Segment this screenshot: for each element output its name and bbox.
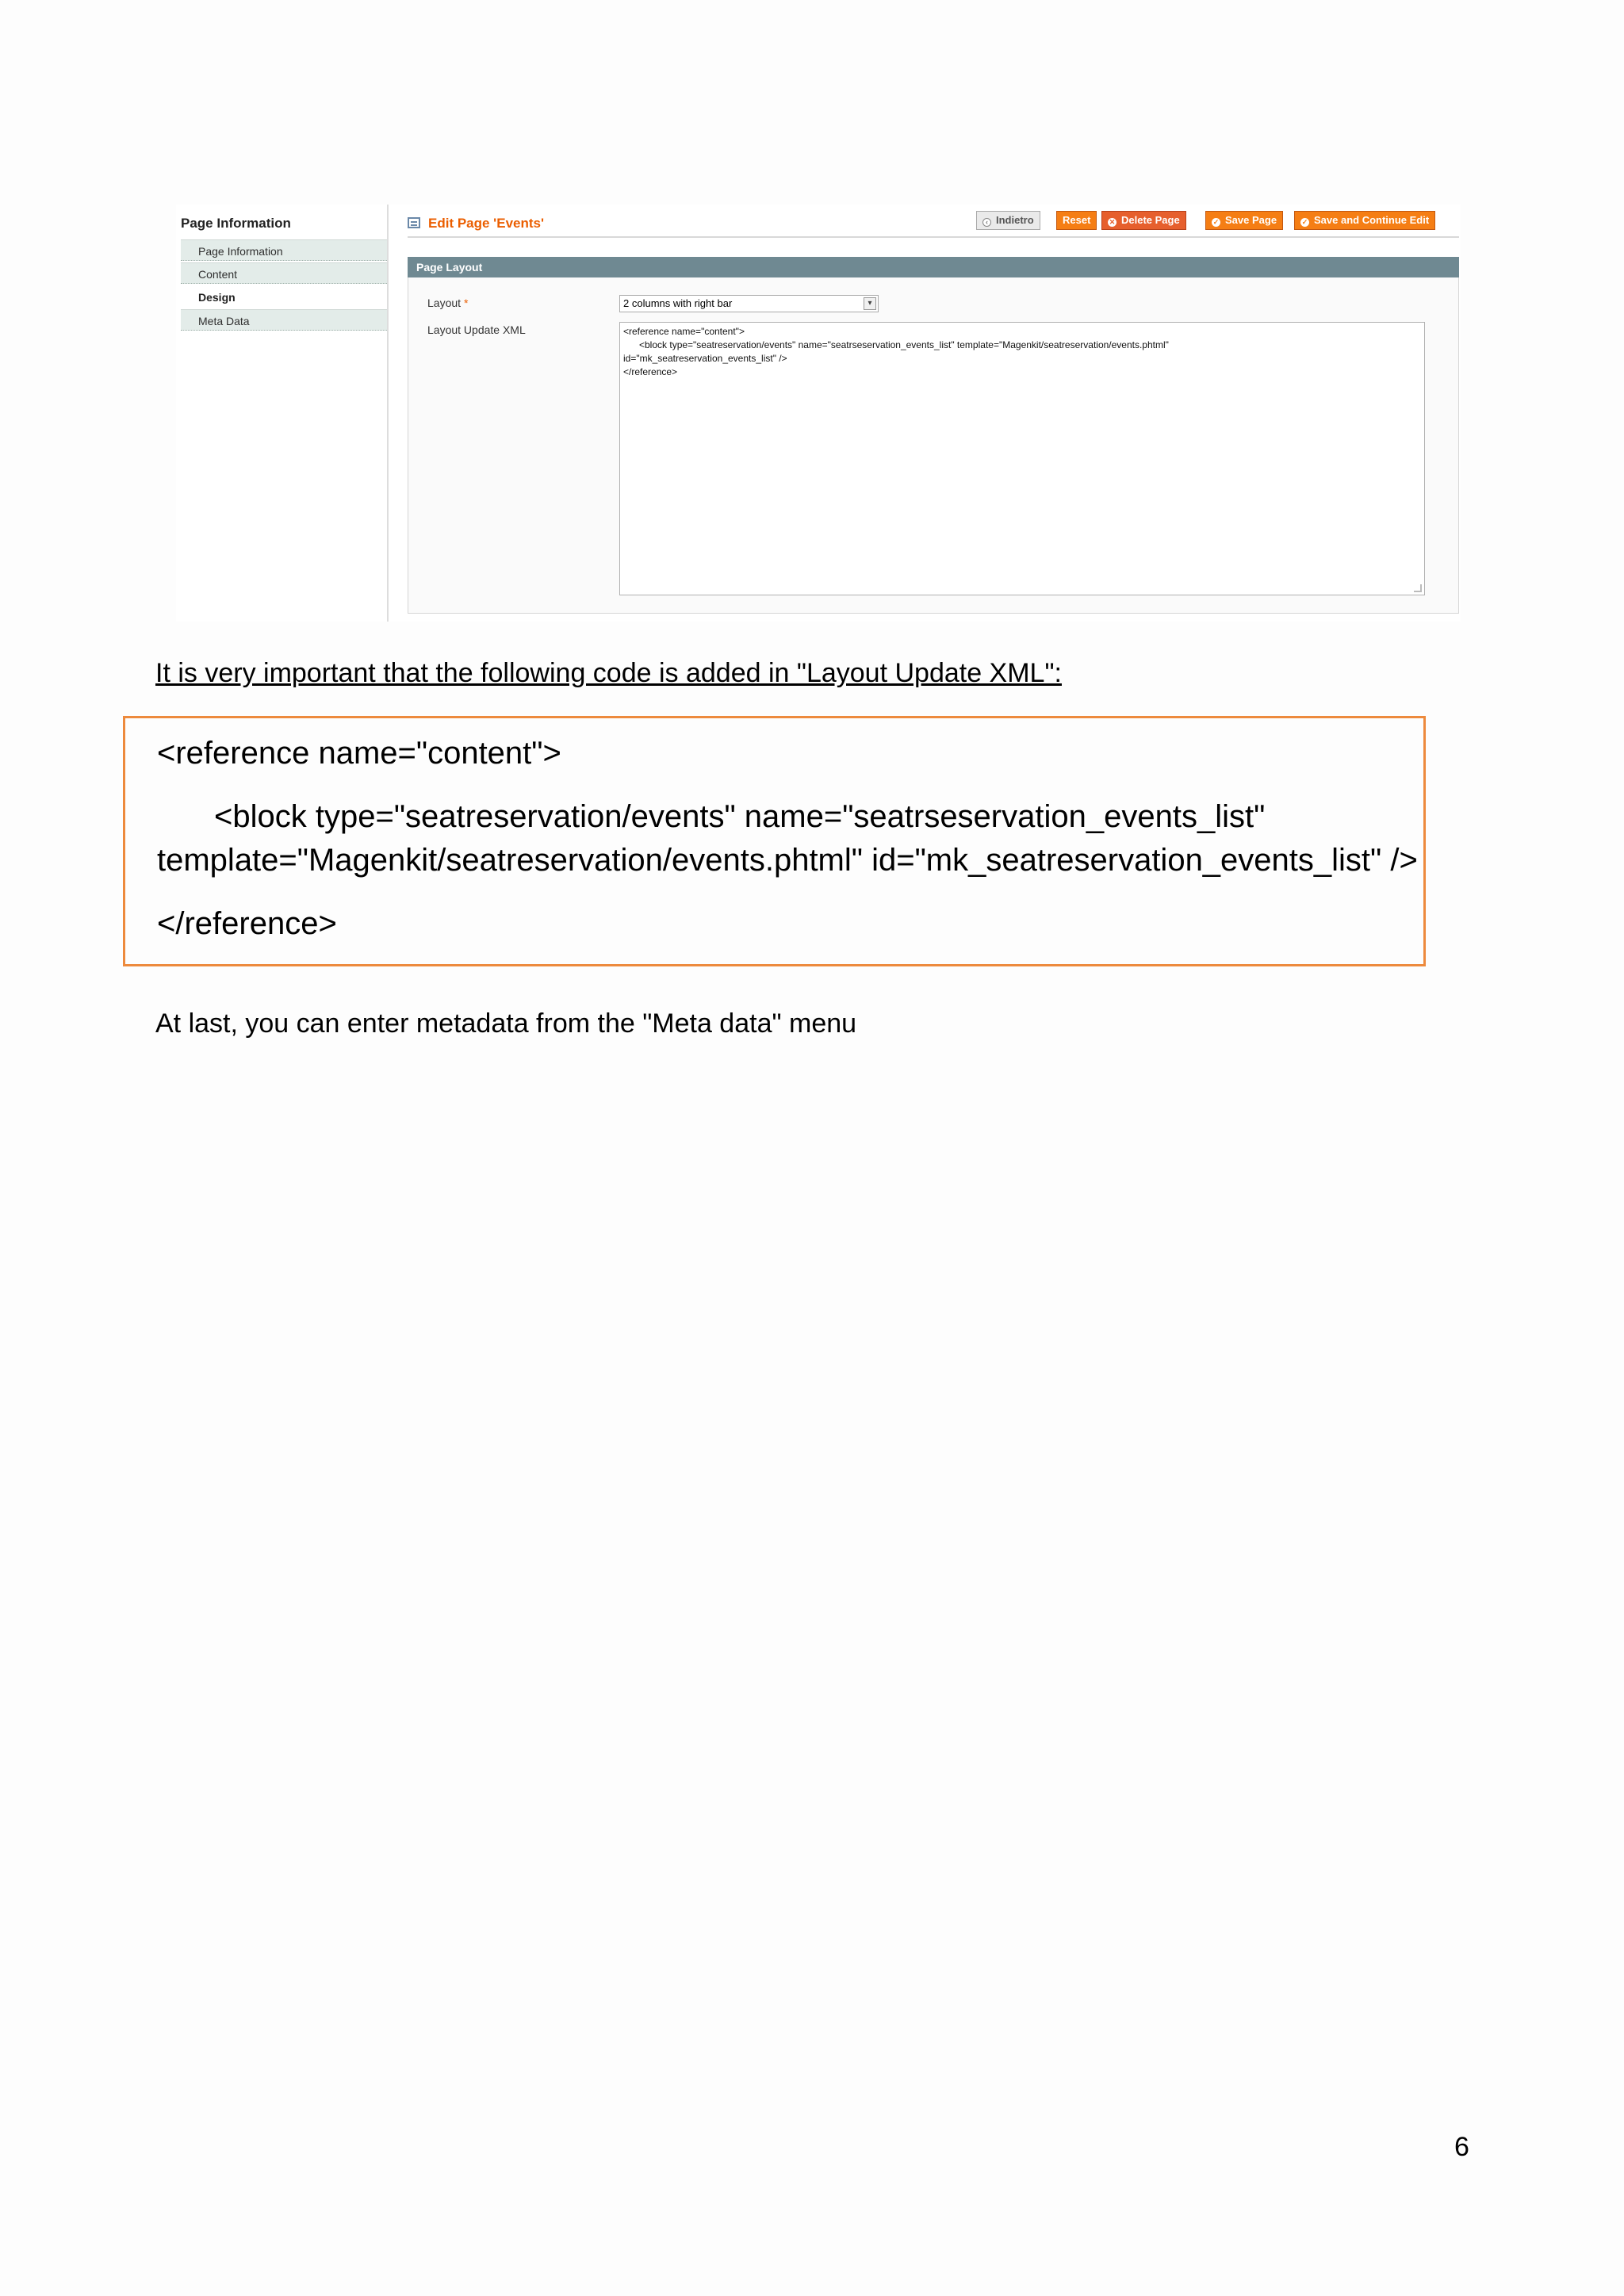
- code-line: template="Magenkit/seatreservation/events.phtml" id="mk_seatreservation_events_list" />: [157, 843, 1418, 878]
- xml-line: <reference name="content">: [623, 326, 745, 337]
- required-mark: *: [463, 297, 469, 309]
- page-edit-icon: [408, 217, 420, 228]
- layout-label-text: Layout: [427, 297, 462, 309]
- back-button[interactable]: [976, 211, 1040, 230]
- code-line: </reference>: [157, 906, 337, 941]
- delete-button-label: Delete Page: [1121, 214, 1180, 226]
- layout-update-xml-textarea[interactable]: [619, 322, 1425, 595]
- sidebar-item-design[interactable]: Design: [181, 286, 387, 308]
- save-button-label: Save Page: [1225, 214, 1277, 226]
- layout-select-value: 2 columns with right bar: [623, 297, 733, 309]
- main-panel: [408, 205, 1459, 622]
- sidebar-item-page-information[interactable]: Page Information: [181, 239, 387, 261]
- sidebar-item-meta-data[interactable]: Meta Data: [181, 309, 387, 331]
- layout-select[interactable]: [619, 295, 879, 312]
- page-title: Edit Page 'Events': [428, 216, 545, 231]
- back-button-label: Indietro: [996, 214, 1034, 226]
- save-continue-button-label: Save and Continue Edit: [1314, 214, 1430, 226]
- save-check-icon: ✓: [1212, 218, 1220, 226]
- title-divider: [408, 236, 1459, 238]
- sidebar-title: Page Information: [181, 216, 291, 231]
- save-continue-check-icon: ✓: [1301, 218, 1308, 226]
- save-page-button[interactable]: [1205, 211, 1283, 230]
- instruction-text: It is very important that the following code is added in "Layout Update XML":: [155, 658, 1062, 688]
- reset-button[interactable]: Reset: [1056, 211, 1097, 230]
- page-number: 6: [1454, 2132, 1469, 2162]
- back-icon: ‹: [982, 218, 991, 227]
- fieldset-header: Page Layout: [408, 257, 1459, 277]
- delete-icon: ✕: [1109, 218, 1116, 226]
- code-line: <reference name="content">: [157, 736, 561, 771]
- chevron-down-icon[interactable]: ▾: [864, 297, 876, 310]
- xml-line: <block type="seatreservation/events" name="seatrseservation_events_list" template="Magenkit/seatreservation/events.phtml": [623, 339, 1169, 350]
- code-box: [123, 716, 1426, 966]
- resize-handle-icon[interactable]: [1414, 584, 1422, 592]
- save-and-continue-button[interactable]: [1294, 211, 1435, 230]
- code-line: <block type="seatreservation/events" name="seatrseservation_events_list": [214, 799, 1266, 834]
- admin-screenshot: [176, 205, 1461, 622]
- layout-label: [427, 297, 468, 309]
- xml-line: id="mk_seatreservation_events_list" />: [623, 353, 787, 364]
- closing-text: At last, you can enter metadata from the "Meta data" menu: [155, 1008, 857, 1039]
- sidebar-item-content[interactable]: Content: [181, 262, 387, 284]
- layout-update-xml-label: Layout Update XML: [427, 323, 526, 336]
- xml-line: </reference>: [623, 366, 678, 377]
- delete-page-button[interactable]: [1101, 211, 1186, 230]
- fieldset-body: [408, 277, 1459, 614]
